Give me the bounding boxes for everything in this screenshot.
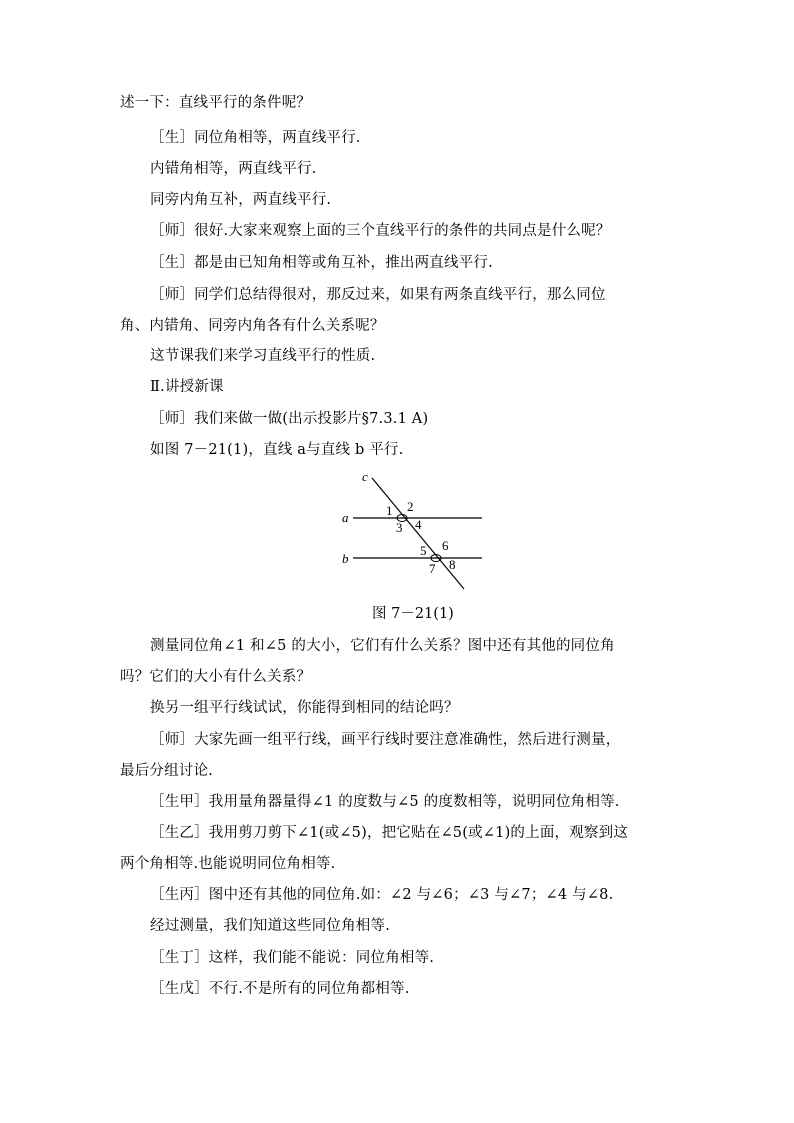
label-b: b bbox=[342, 551, 349, 566]
angle-label-6: 6 bbox=[442, 538, 449, 553]
angle-label-1: 1 bbox=[386, 503, 393, 518]
angle-label-7: 7 bbox=[429, 561, 436, 576]
text-line: ［生戊］不行.不是所有的同位角都相等. bbox=[150, 981, 410, 997]
text-line: ［生乙］我用剪刀剪下∠1(或∠5)，把它贴在∠5(或∠1)的上面，观察到这 bbox=[150, 825, 629, 841]
text-line: 最后分组讨论. bbox=[120, 763, 214, 779]
text-line: 经过测量，我们知道这些同位角相等. bbox=[150, 918, 391, 934]
text-line: 这节课我们来学习直线平行的性质. bbox=[150, 348, 376, 364]
section-heading: Ⅱ.讲授新课 bbox=[150, 379, 224, 395]
text-line: ［生丙］图中还有其他的同位角.如：∠2 与∠6；∠3 与∠7；∠4 与∠8. bbox=[150, 887, 614, 903]
text-line: ［生甲］我用量角器量得∠1 的度数与∠5 的度数相等，说明同位角相等. bbox=[150, 794, 620, 810]
text-line: 角、内错角、同旁内角各有什么关系呢？ bbox=[120, 318, 385, 334]
parallel-lines-figure bbox=[330, 470, 500, 595]
text-line: ［生］都是由已知角相等或角互补，推出两直线平行. bbox=[150, 255, 493, 271]
angle-label-8: 8 bbox=[449, 557, 456, 572]
text-line: 吗？它们的大小有什么关系？ bbox=[120, 669, 312, 685]
angle-label-4: 4 bbox=[415, 517, 422, 532]
text-line: 测量同位角∠1 和∠5 的大小，它们有什么关系？图中还有其他的同位角 bbox=[150, 638, 615, 654]
label-c: c bbox=[362, 470, 368, 484]
figure-caption: 图 7－21(1) bbox=[372, 606, 454, 622]
text-line: ［生丁］这样，我们能不能说：同位角相等. bbox=[150, 950, 435, 966]
text-line: 述一下：直线平行的条件呢？ bbox=[120, 95, 312, 111]
text-line: ［师］很好.大家来观察上面的三个直线平行的条件的共同点是什么呢？ bbox=[150, 223, 611, 239]
angle-label-5: 5 bbox=[420, 543, 427, 558]
angle-label-3: 3 bbox=[396, 520, 403, 535]
text-line: ［师］我们来做一做(出示投影片§7.3.1 A) bbox=[150, 411, 429, 427]
line-c bbox=[372, 478, 464, 589]
parallel-lines-diagram bbox=[330, 470, 500, 595]
text-line: ［生］同位角相等，两直线平行. bbox=[150, 130, 361, 146]
text-line: 换另一组平行线试试，你能得到相同的结论吗？ bbox=[150, 700, 459, 716]
text-line: 内错角相等，两直线平行. bbox=[150, 161, 317, 177]
text-line: 如图 7－21(1)，直线 a与直线 b 平行. bbox=[150, 442, 404, 458]
angle-label-2: 2 bbox=[407, 499, 414, 514]
text-line: 同旁内角互补，两直线平行. bbox=[150, 192, 332, 208]
label-a: a bbox=[342, 510, 349, 525]
text-line: 两个角相等.也能说明同位角相等. bbox=[120, 856, 336, 872]
text-line: ［师］大家先画一组平行线，画平行线时要注意准确性，然后进行测量， bbox=[150, 732, 621, 748]
text-line: ［师］同学们总结得很对，那反过来，如果有两条直线平行，那么同位 bbox=[150, 287, 606, 303]
